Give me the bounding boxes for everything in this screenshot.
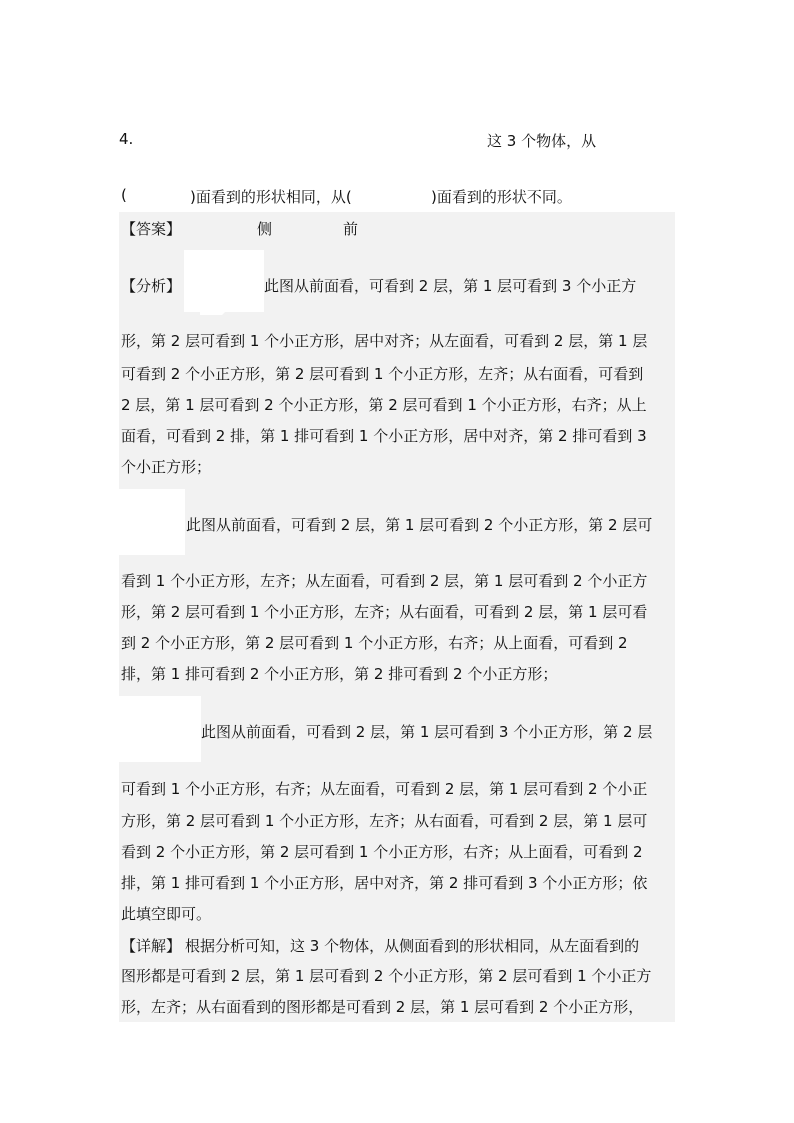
analysis-p1-line: 形，第 2 层可看到 1 个小正方形，居中对齐；从左面看，可看到 2 层，第 1 层 — [121, 332, 648, 350]
analysis-figure-2 — [120, 491, 186, 553]
detail-label: 【详解】 — [121, 937, 182, 955]
cube-figure-2 — [284, 107, 350, 169]
analysis-p2-first: 此图从前面看，可看到 2 层，第 1 层可看到 2 个小正方形，第 2 层可 — [186, 516, 653, 534]
analysis-p3-line: 方形，第 2 层可看到 1 个小正方形，左齐；从右面看，可看到 2 层，第 1 层可 — [121, 812, 648, 830]
question-line2-end: )面看到的形状不同。 — [431, 188, 572, 206]
analysis-p3-line: 排，第 1 排可看到 1 个小正方形，居中对齐，第 2 排可看到 3 个小正方形；依 — [121, 874, 648, 892]
analysis-p2-line: 看到 1 个小正方形，左齐；从左面看，可看到 2 层，第 1 层可看到 2 个小正方 — [121, 572, 648, 590]
analysis-p1-line: 面看，可看到 2 排，第 1 排可看到 1 个小正方形，居中对齐，第 2 排可看到 3 — [121, 427, 647, 445]
blank-open-1: ( — [121, 186, 127, 204]
analysis-p2-line: 排，第 1 排可看到 2 个小正方形，第 2 排可看到 2 个小正方形； — [121, 665, 558, 683]
cube-figure-1 — [144, 107, 228, 165]
analysis-p3-first: 此图从前面看，可看到 2 层，第 1 层可看到 3 个小正方形，第 2 层 — [201, 723, 653, 741]
analysis-p1-line: 2 层，第 1 层可看到 2 个小正方形，第 2 层可看到 1 个小正方形，右齐；从上 — [121, 396, 647, 414]
analysis-p3-line: 看到 2 个小正方形，第 2 层可看到 1 个小正方形，右齐；从上面看，可看到 2 — [121, 843, 643, 861]
analysis-p1-line: 可看到 2 个小正方形，第 2 层可看到 1 个小正方形，左齐；从右面看，可看到 — [121, 365, 644, 383]
detail-first: 根据分析可知，这 3 个物体，从侧面看到的形状相同，从左面看到的 — [185, 937, 640, 955]
answer-blank-2: 前 — [343, 220, 359, 238]
analysis-p3-line: 可看到 1 个小正方形，右齐；从左面看，可看到 2 层，第 1 层可看到 2 个小正 — [121, 780, 648, 798]
question-number: 4. — [119, 130, 134, 148]
question-line1-tail: 这 3 个物体，从 — [487, 132, 597, 150]
analysis-figure-3 — [120, 697, 204, 761]
analysis-p2-line: 形，第 2 层可看到 1 个小正方形，左齐；从右面看，可看到 2 层，第 1 层可看 — [121, 603, 648, 621]
detail-line: 形，左齐；从右面看到的图形都是可看到 2 层，第 1 层可看到 2 个小正方形， — [121, 998, 644, 1016]
analysis-figure-1 — [184, 251, 268, 309]
analysis-p2-line: 到 2 个小正方形，第 2 层可看到 1 个小正方形，右齐；从上面看，可看到 2 — [121, 634, 628, 652]
answer-label: 【答案】 — [121, 220, 182, 238]
question-line2-mid: )面看到的形状相同，从( — [190, 188, 352, 206]
analysis-p1-first: 此图从前面看，可看到 2 层，第 1 层可看到 3 个小正方 — [264, 277, 637, 295]
analysis-label: 【分析】 — [121, 277, 182, 295]
cube-figure-3 — [404, 104, 488, 168]
analysis-p1-line: 个小正方形； — [121, 458, 212, 476]
analysis-p3-line: 此填空即可。 — [121, 905, 212, 923]
detail-line: 图形都是可看到 2 层，第 1 层可看到 2 个小正方形，第 2 层可看到 1 个小正方 — [121, 967, 652, 985]
answer-blank-1: 侧 — [257, 220, 273, 238]
